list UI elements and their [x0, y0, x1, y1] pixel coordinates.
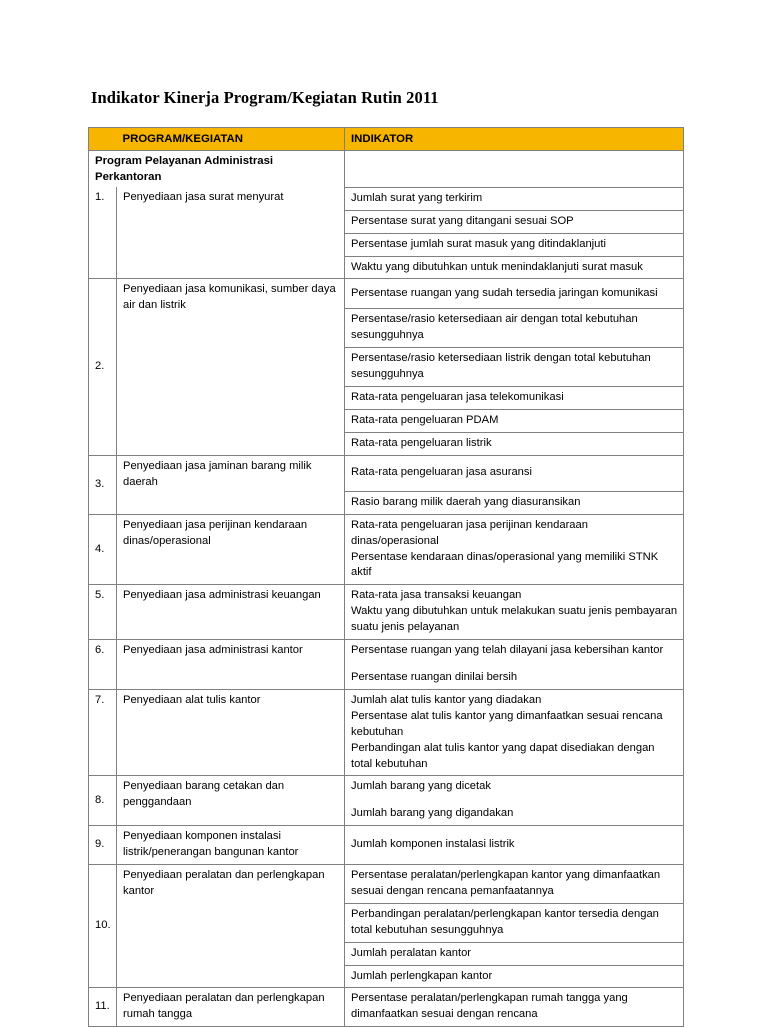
row-indikator: Waktu yang dibutuhkan untuk menindaklanjuti surat masuk [345, 256, 684, 279]
page-title: Indikator Kinerja Program/Kegiatan Rutin 2011 [91, 88, 439, 107]
program-group-label: Program Pelayanan Administrasi Perkantoran [89, 150, 345, 187]
row-number: 10. [89, 865, 117, 988]
program-group-row [89, 150, 684, 187]
row-indikator: Perbandingan peralatan/perlengkapan kantor tersedia dengan total kebutuhan sesungguhnya [345, 903, 684, 942]
row-indikator-group [345, 640, 684, 690]
table-row [89, 640, 684, 690]
row-number: 8. [89, 776, 117, 826]
row-kegiatan: Penyediaan peralatan dan perlengkapan kantor [117, 865, 345, 988]
row-indikator: Persentase ruangan yang sudah tersedia jaringan komunikasi [345, 279, 684, 309]
indikator-line: Jumlah barang yang digandakan [351, 807, 514, 820]
column-header-program-num [89, 127, 117, 150]
column-header-program: PROGRAM/KEGIATAN [117, 127, 345, 150]
column-header-indikator: INDIKATOR [345, 127, 684, 150]
row-indikator: Persentase jumlah surat masuk yang ditindaklanjuti [345, 233, 684, 256]
row-kegiatan: Penyediaan komponen instalasi listrik/penerangan bangunan kantor [117, 826, 345, 865]
table-header [89, 127, 684, 150]
row-indikator: Jumlah perlengkapan kantor [345, 965, 684, 988]
row-kegiatan: Penyediaan peralatan dan perlengkapan rumah tangga [117, 988, 345, 1027]
row-indikator: Rata-rata pengeluaran listrik [345, 432, 684, 455]
indikator-line: Jumlah alat tulis kantor yang diadakan [351, 693, 542, 706]
indikator-line: Persentase kendaraan dinas/operasional yang memiliki STNK aktif [351, 550, 659, 579]
row-indikator: Persentase peralatan/perlengkapan kantor yang dimanfaatkan sesuai dengan rencana pemanfaatannya [345, 865, 684, 904]
program-group-indikator-blank [345, 150, 684, 187]
table-row [89, 279, 684, 309]
row-kegiatan: Penyediaan jasa surat menyurat [117, 187, 345, 279]
indikator-line: Persentase alat tulis kantor yang dimanfaatkan sesuai rencana kebutuhan [351, 709, 663, 738]
row-number: 9. [89, 826, 117, 865]
header-row [89, 127, 684, 150]
indikator-line: Rata-rata jasa transaksi keuangan [351, 589, 522, 602]
indikator-line: Persentase ruangan dinilai bersih [351, 670, 518, 683]
row-kegiatan: Penyediaan jasa administrasi kantor [117, 640, 345, 690]
row-indikator: Jumlah surat yang terkirim [345, 187, 684, 210]
row-indikator: Jumlah peralatan kantor [345, 942, 684, 965]
row-indikator-group [345, 585, 684, 640]
row-kegiatan: Penyediaan jasa komunikasi, sumber daya air dan listrik [117, 279, 345, 455]
indikator-line: Perbandingan alat tulis kantor yang dapat disediakan dengan total kebutuhan [351, 741, 655, 770]
row-kegiatan: Penyediaan barang cetakan dan penggandaan [117, 776, 345, 826]
indikator-line: Jumlah barang yang dicetak [351, 780, 491, 793]
indikator-line: Waktu yang dibutuhkan untuk melakukan suatu jenis pembayaran suatu jenis pelayanan [351, 605, 678, 634]
table-row [89, 988, 684, 1027]
table-row [89, 455, 684, 491]
table-row [89, 776, 684, 826]
table-row [89, 826, 684, 865]
table-row [89, 865, 684, 904]
row-indikator: Persentase/rasio ketersediaan air dengan total kebutuhan sesungguhnya [345, 309, 684, 348]
row-number: 4. [89, 514, 117, 585]
row-kegiatan: Penyediaan jasa jaminan barang milik daerah [117, 455, 345, 514]
table-body [89, 150, 684, 1026]
row-number: 7. [89, 689, 117, 776]
indikator-line: Persentase ruangan yang telah dilayani jasa kebersihan kantor [351, 644, 664, 657]
row-indikator: Rata-rata pengeluaran jasa asuransi [345, 455, 684, 491]
row-number: 2. [89, 279, 117, 455]
row-indikator: Rata-rata pengeluaran PDAM [345, 410, 684, 433]
row-indikator: Persentase peralatan/perlengkapan rumah tangga yang dimanfaatkan sesuai dengan rencana [345, 988, 684, 1027]
row-indikator: Persentase surat yang ditangani sesuai SOP [345, 210, 684, 233]
row-indikator-group [345, 514, 684, 585]
table-row [89, 585, 684, 640]
row-number: 3. [89, 455, 117, 514]
row-kegiatan: Penyediaan jasa perijinan kendaraan dinas/operasional [117, 514, 345, 585]
row-indikator-group [345, 776, 684, 826]
row-kegiatan: Penyediaan jasa administrasi keuangan [117, 585, 345, 640]
row-number: 1. [89, 187, 117, 279]
row-indikator: Persentase/rasio ketersediaan listrik dengan total kebutuhan sesungguhnya [345, 348, 684, 387]
row-indikator: Rata-rata pengeluaran jasa telekomunikasi [345, 387, 684, 410]
row-indikator: Rasio barang milik daerah yang diasuransikan [345, 491, 684, 514]
row-kegiatan: Penyediaan alat tulis kantor [117, 689, 345, 776]
row-number: 6. [89, 640, 117, 690]
table-row [89, 514, 684, 585]
indikator-table [88, 127, 684, 1027]
indikator-line: Rata-rata pengeluaran jasa perijinan kendaraan dinas/operasional [351, 518, 588, 547]
row-number: 11. [89, 988, 117, 1027]
table-row [89, 187, 684, 210]
row-indikator: Jumlah komponen instalasi listrik [345, 826, 684, 865]
row-number: 5. [89, 585, 117, 640]
row-indikator-group [345, 689, 684, 776]
table-row [89, 689, 684, 776]
